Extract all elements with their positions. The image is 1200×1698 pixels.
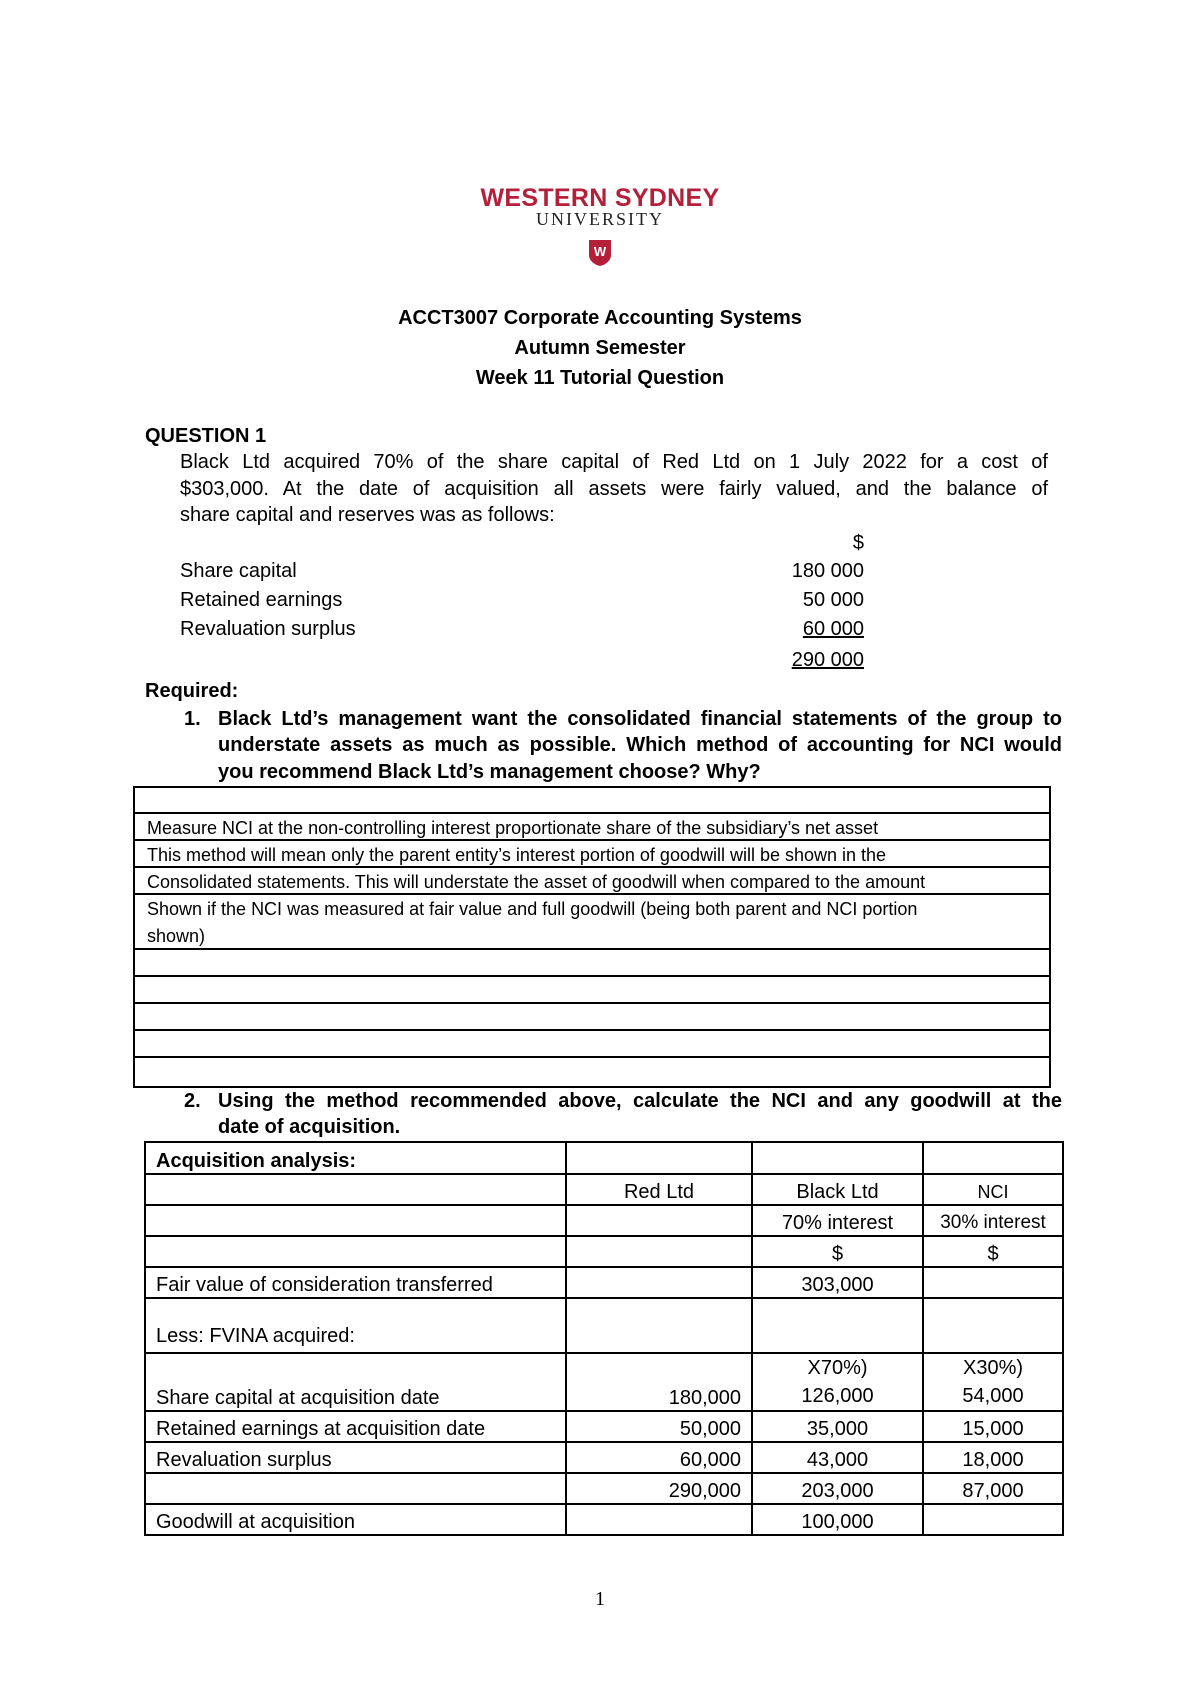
answer-line-5: shown) — [147, 926, 206, 946]
question-intro-line-3: share capital and reserves was as follows: — [180, 504, 555, 526]
balances-total: 290 000 — [791, 649, 864, 671]
table-row — [145, 1473, 1063, 1504]
balance-value-revaluation-surplus-wrap — [720, 618, 864, 641]
answer-line-3: Consolidated statements. This will understate the asset of goodwill when compared to the amount — [147, 872, 926, 892]
table-row — [145, 1174, 1063, 1205]
black-interest-pct: 70% interest — [752, 1205, 923, 1236]
required-label: Required: — [145, 680, 239, 702]
table-row — [145, 1142, 1063, 1174]
col-header-nci: NCI — [923, 1174, 1063, 1205]
balance-label-revaluation-surplus: Revaluation surplus — [180, 618, 356, 640]
nci-currency: $ — [923, 1236, 1063, 1267]
col-header-black-ltd: Black Ltd — [752, 1174, 923, 1205]
total-nci: 87,000 — [923, 1473, 1063, 1504]
acquisition-analysis-table — [144, 1141, 1064, 1536]
row-red-share-capital: 180,000 — [566, 1353, 752, 1411]
question-intro-line-2: $303,000. At the date of acquisition all assets were fairly valued, and the balance of — [180, 478, 1048, 500]
answer-line-1: Measure NCI at the non-controlling interest proportionate share of the subsidiary’s net asset — [147, 818, 879, 838]
balance-value-retained-earnings: 50 000 — [802, 589, 864, 611]
total-black: 203,000 — [752, 1473, 923, 1504]
balances-currency-header: $ — [852, 532, 864, 554]
balance-value-revaluation-surplus: 60 000 — [802, 618, 864, 640]
goodwill-label: Goodwill at acquisition — [145, 1504, 566, 1535]
answer-line-4: Shown if the NCI was measured at fair value and full goodwill (being both parent and NCI portion — [147, 899, 918, 919]
question-heading: QUESTION 1 — [145, 425, 267, 447]
balance-label-retained-earnings: Retained earnings — [180, 589, 343, 611]
black-pct-note: X70%) — [807, 1357, 868, 1379]
row-nci-revaluation-surplus: 18,000 — [923, 1442, 1063, 1473]
question-intro-line-1: Black Ltd acquired 70% of the share capital of Red Ltd on 1 July 2022 for a cost of — [180, 451, 1048, 473]
table-row — [145, 1504, 1063, 1535]
row-label-revaluation-surplus: Revaluation surplus — [145, 1442, 566, 1473]
row-black-retained-earnings: 35,000 — [752, 1411, 923, 1442]
table-row — [145, 1298, 1063, 1353]
row-nci-share-capital: 54,000 — [962, 1385, 1024, 1407]
table-row — [145, 1442, 1063, 1473]
row-nci-share-capital-cell — [923, 1353, 1063, 1411]
week-title: Week 11 Tutorial Question — [475, 367, 725, 389]
req2-number: 2. — [184, 1090, 201, 1112]
nci-pct-note: X30%) — [962, 1357, 1024, 1379]
consideration-black: 303,000 — [752, 1267, 923, 1298]
balances-total-wrap — [720, 649, 864, 672]
table-row — [145, 1205, 1063, 1236]
course-title: ACCT3007 Corporate Accounting Systems — [398, 307, 802, 329]
req2-line-1: Using the method recommended above, calculate the NCI and any goodwill at the — [218, 1090, 1062, 1112]
black-currency: $ — [752, 1236, 923, 1267]
university-logo-subtitle: UNIVERSITY — [536, 209, 664, 229]
semester-title: Autumn Semester — [514, 337, 686, 359]
university-logo-wordmark: WESTERN SYDNEY — [480, 184, 720, 212]
balance-label-share-capital: Share capital — [180, 560, 297, 582]
req2-line-2: date of acquisition. — [218, 1116, 401, 1138]
nci-interest-pct: 30% interest — [923, 1205, 1063, 1236]
row-red-retained-earnings: 50,000 — [566, 1411, 752, 1442]
table-row — [145, 1411, 1063, 1442]
req1-line-1: Black Ltd’s management want the consolidated financial statements of the group to — [218, 708, 1062, 730]
table-row — [145, 1236, 1063, 1267]
table-heading: Acquisition analysis: — [145, 1142, 566, 1174]
req1-line-3: you recommend Black Ltd’s management choose? Why? — [218, 761, 761, 783]
row-black-share-capital: 126,000 — [801, 1385, 874, 1407]
shield-logo-icon — [588, 239, 612, 267]
row-red-revaluation-surplus: 60,000 — [566, 1442, 752, 1473]
col-header-red-ltd: Red Ltd — [566, 1174, 752, 1205]
row-label-share-capital: Share capital at acquisition date — [145, 1353, 566, 1411]
req1-number: 1. — [184, 708, 201, 730]
answer-line-2: This method will mean only the parent entity’s interest portion of goodwill will be shown in the — [147, 845, 887, 865]
balance-value-share-capital: 180 000 — [791, 560, 864, 582]
row-black-revaluation-surplus: 43,000 — [752, 1442, 923, 1473]
row-black-share-capital-cell — [752, 1353, 923, 1411]
row-label-retained-earnings: Retained earnings at acquisition date — [145, 1411, 566, 1442]
page-number: 1 — [595, 1588, 605, 1610]
total-red: 290,000 — [566, 1473, 752, 1504]
fvina-label: Less: FVINA acquired: — [145, 1298, 566, 1353]
row-nci-retained-earnings: 15,000 — [923, 1411, 1063, 1442]
consideration-label: Fair value of consideration transferred — [145, 1267, 566, 1298]
goodwill-black: 100,000 — [752, 1504, 923, 1535]
shield-logo-letter: W — [593, 244, 607, 259]
table-row — [145, 1267, 1063, 1298]
req1-line-2: understate assets as much as possible. Which method of accounting for NCI would — [218, 734, 1062, 756]
answer-box — [133, 786, 1051, 1088]
table-row — [145, 1353, 1063, 1411]
